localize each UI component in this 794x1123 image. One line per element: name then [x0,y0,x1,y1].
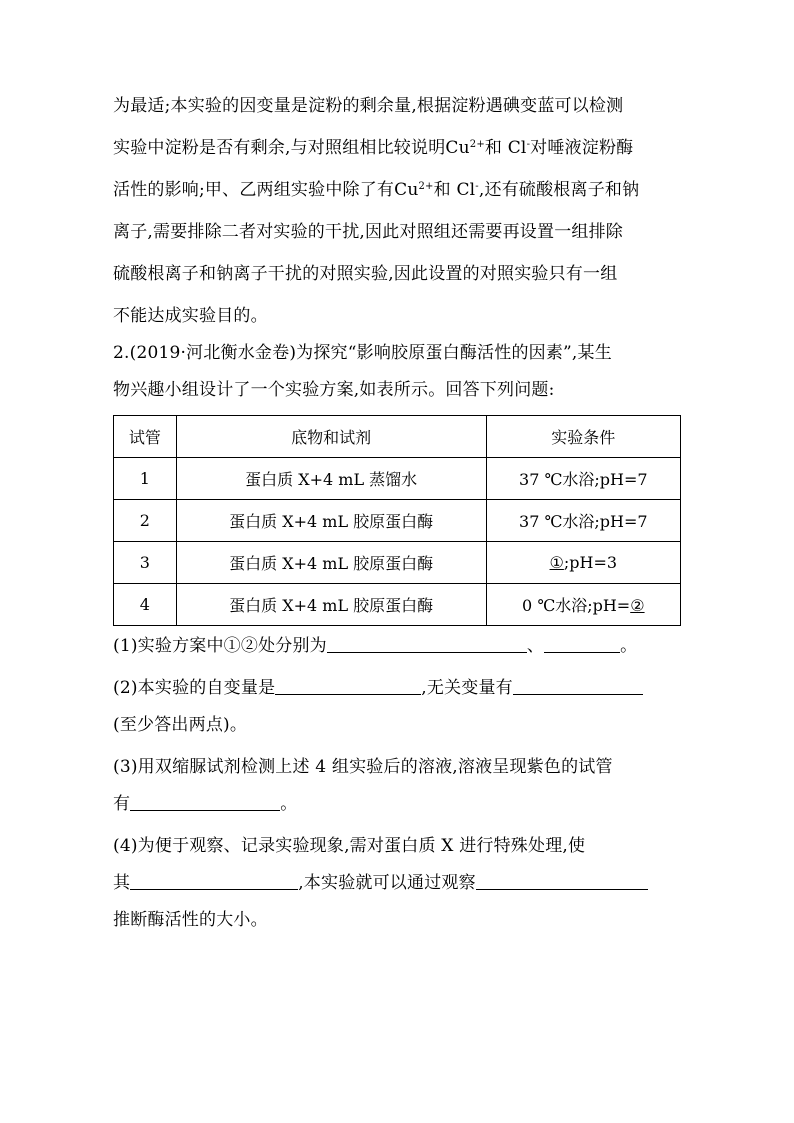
condition-text: 0 ℃水浴;pH= [522,596,631,615]
cell-tube: 1 [114,458,177,500]
subquestion-3: (3)用双缩脲试剂检测上述 4 组实验后的溶液,溶液呈现紫色的试管 [113,757,613,777]
cell-condition [486,458,680,500]
subquestion-2-cont: (至少答出两点)。 [113,715,248,735]
text-run: 活性的影响;甲、乙两组实验中除了有Cu [113,180,419,200]
explanation-line-5: 硫酸根离子和钠离子干扰的对照实验,因此设置的对照实验只有一组 [113,264,618,284]
answer-blank[interactable] [544,636,620,653]
answer-blank[interactable] [513,678,643,695]
explanation-line-2 [113,138,683,159]
header-condition: 实验条件 [486,416,680,458]
cell-tube: 3 [114,542,177,584]
question-line-2: 物兴趣小组设计了一个实验方案,如表所示。回答下列问题: [113,380,555,400]
text-run: 和 Cl [484,138,527,158]
text-run: (1)实验方案中①②处分别为 [113,636,327,656]
explanation-line-1: 为最适;本实验的因变量是淀粉的剩余量,根据淀粉遇碘变蓝可以检测 [113,96,624,116]
superscript: - [526,139,531,150]
blank-marker-1: ① [549,553,564,572]
condition-text: ;pH=3 [563,553,618,572]
cell-reagent: 蛋白质 X+4 mL 胶原蛋白酶 [176,500,486,542]
answer-blank[interactable] [275,678,421,695]
condition-text: 37 ℃水浴;pH=7 [519,512,648,531]
answer-blank[interactable] [130,873,298,890]
table-row [114,500,681,542]
text-run: (2)本实验的自变量是 [113,678,276,698]
superscript: 2+ [469,139,485,150]
table-header-row [114,416,681,458]
subquestion-4-cont [113,873,683,894]
cell-tube: 4 [114,584,177,626]
experiment-table [113,415,681,626]
condition-text: 37 ℃水浴;pH=7 [519,470,648,489]
subquestion-2 [113,678,683,699]
table-row [114,458,681,500]
cell-reagent: 蛋白质 X+4 mL 胶原蛋白酶 [176,584,486,626]
text-run: 和 Cl [433,180,476,200]
table-row [114,542,681,584]
explanation-line-6: 不能达成实验目的。 [113,306,268,326]
text-run: ,本实验就可以通过观察 [298,873,476,893]
blank-marker-2: ② [630,596,645,615]
subquestion-3-cont [113,794,683,815]
cell-tube: 2 [114,500,177,542]
subquestion-4-end: 推断酶活性的大小。 [113,910,268,930]
explanation-line-3 [113,180,683,201]
text-run: 对唾液淀粉酶 [530,138,634,158]
cell-condition [486,584,680,626]
question-line-1: 2.(2019·河北衡水金卷)为探究“影响胶原蛋白酶活性的因素”,某生 [113,343,612,363]
header-tube: 试管 [114,416,177,458]
cell-reagent: 蛋白质 X+4 mL 胶原蛋白酶 [176,542,486,584]
cell-reagent: 蛋白质 X+4 mL 蒸馏水 [176,458,486,500]
header-reagent: 底物和试剂 [176,416,486,458]
table-row [114,584,681,626]
superscript: 2+ [418,181,434,192]
subquestion-1 [113,636,683,657]
answer-blank[interactable] [327,636,527,653]
text-run: 。 [280,794,298,814]
text-run: 实验中淀粉是否有剩余,与对照组相比较说明Cu [113,138,470,158]
superscript: - [475,181,479,192]
text-run: 。 [620,636,638,656]
subquestion-4: (4)为便于观察、记录实验现象,需对蛋白质 X 进行特殊处理,使 [113,836,586,856]
text-run: 其 [113,873,131,893]
text-run: ,无关变量有 [421,678,513,698]
explanation-line-4: 离子,需要排除二者对实验的干扰,因此对照组还需要再设置一组排除 [113,222,624,242]
cell-condition [486,500,680,542]
text-run: 有 [113,794,131,814]
text-run: 、 [526,636,545,656]
text-run: ,还有硫酸根离子和钠 [478,180,640,200]
answer-blank[interactable] [476,873,648,890]
document-page [113,96,683,952]
answer-blank[interactable] [130,794,280,811]
cell-condition [486,542,680,584]
